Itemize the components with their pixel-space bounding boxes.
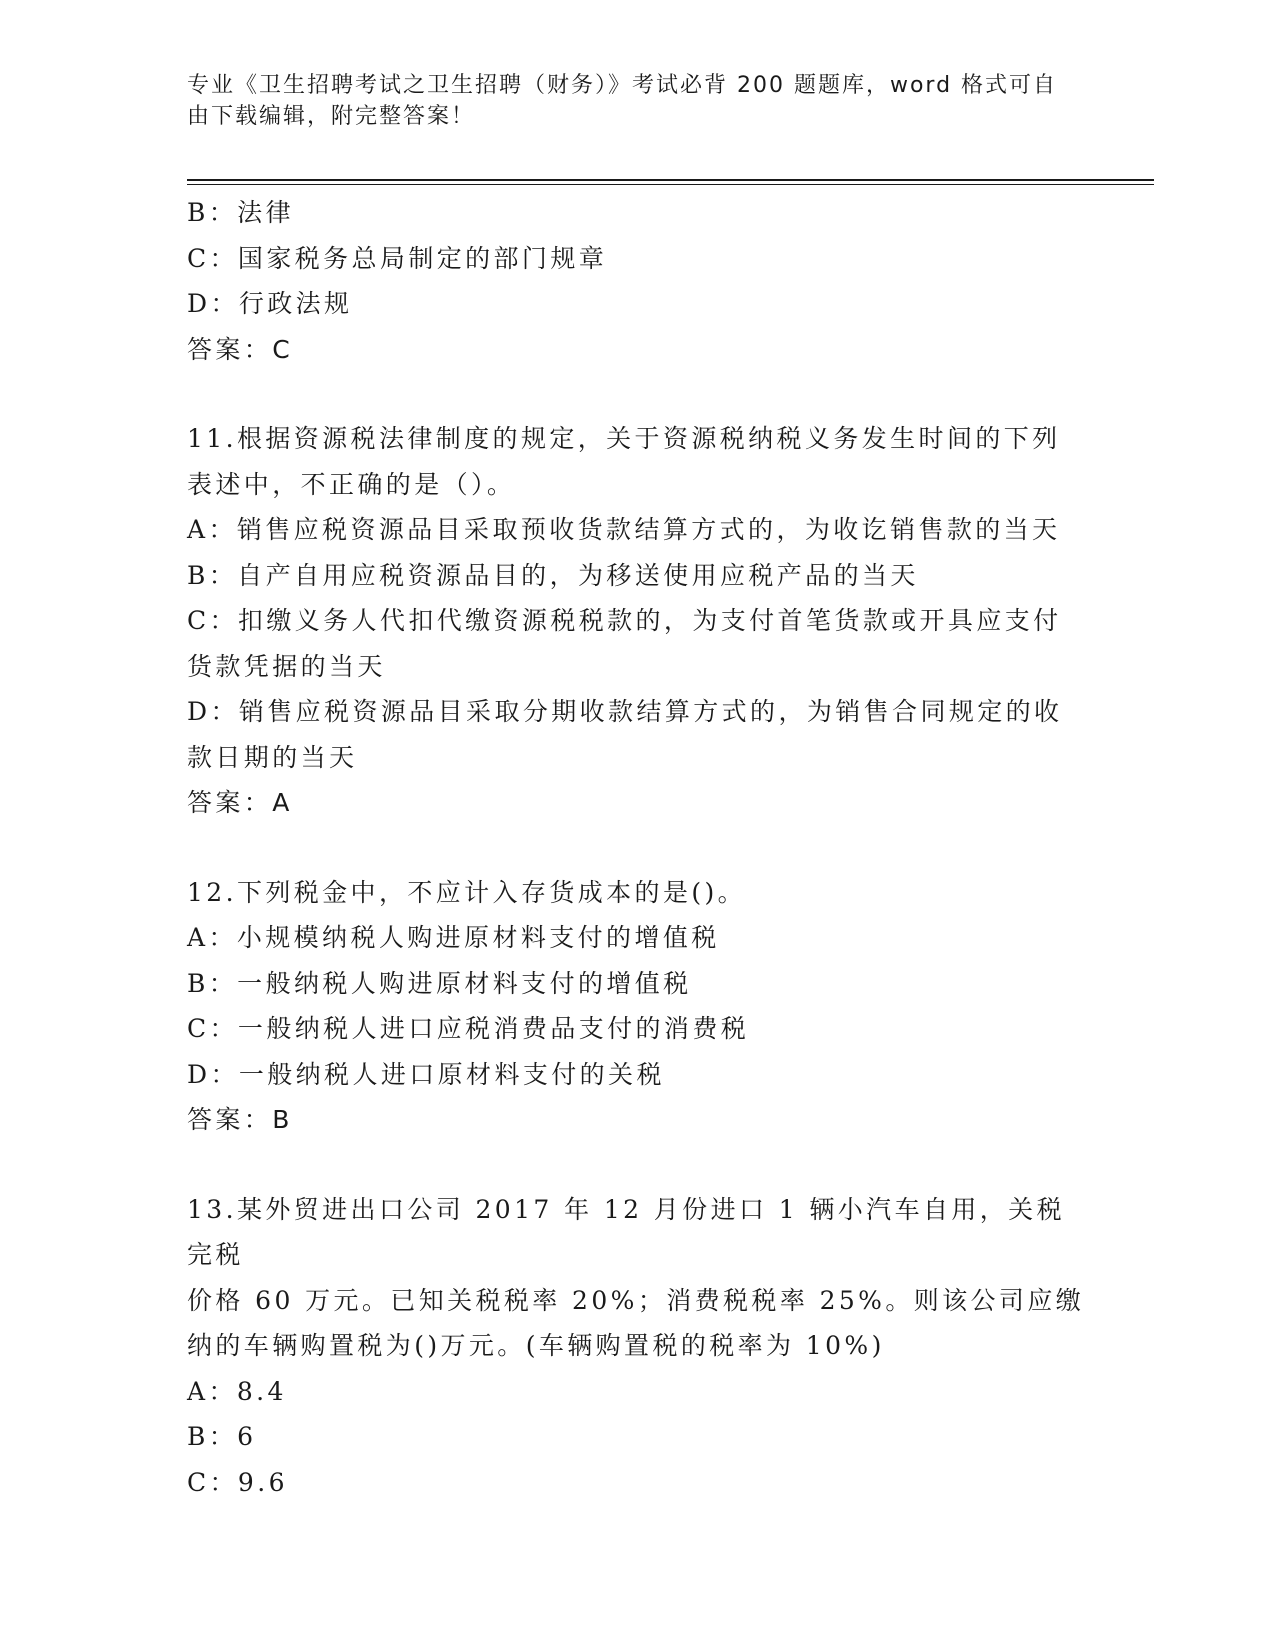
option-d: D：行政法规	[187, 289, 353, 318]
option-c-continued: 货款凭据的当天	[187, 651, 386, 681]
question-12	[187, 870, 1087, 1143]
option-d-continued: 款日期的当天	[187, 742, 358, 772]
question-11	[187, 416, 1087, 826]
question-stem: 11.根据资源税法律制度的规定，关于资源税纳税义务发生时间的下列	[187, 424, 1061, 453]
option-c: C：一般纳税人进口应税消费品支付的消费税	[187, 1014, 750, 1043]
answer-line: 答案：C	[187, 334, 294, 364]
header-title-line-1: 专业《卫生招聘考试之卫生招聘（财务）》考试必背 200 题题库，word 格式可自	[187, 73, 1058, 98]
question-stem: 13.某外贸进出口公司 2017 年 12 月份进口 1 辆小汽车自用，关税完税	[187, 1194, 1065, 1269]
header-title-line-2: 由下载编辑，附完整答案！	[187, 104, 476, 129]
prev-question-block	[187, 190, 1087, 372]
option-b: B：自产自用应税资源品目的，为移送使用应税产品的当天	[187, 560, 919, 590]
option-b: B：一般纳税人购进原材料支付的增值税	[187, 968, 692, 998]
page-header	[187, 70, 1067, 132]
spacer	[187, 1143, 1087, 1187]
question-stem: 价格 60 万元。已知关税税率 20%；消费税税率 25%。则该公司应缴	[187, 1285, 1085, 1315]
spacer	[187, 372, 1087, 416]
header-rule-thick	[187, 179, 1154, 181]
spacer	[187, 826, 1087, 870]
question-stem: 12.下列税金中，不应计入存货成本的是()。	[187, 877, 747, 907]
header-rule-thin	[187, 184, 1154, 185]
question-13	[187, 1187, 1087, 1506]
option-a: A：小规模纳税人购进原材料支付的增值税	[187, 923, 720, 952]
option-d: D：销售应税资源品目采取分期收款结算方式的，为销售合同规定的收	[187, 697, 1063, 726]
document-body	[187, 190, 1087, 1505]
question-stem: 纳的车辆购置税为()万元。(车辆购置税的税率为 10%)	[187, 1331, 885, 1360]
option-a: A：8.4	[187, 1376, 287, 1406]
option-c: C：9.6	[187, 1467, 288, 1497]
option-b: B：6	[187, 1422, 257, 1451]
option-a: A：销售应税资源品目采取预收货款结算方式的，为收讫销售款的当天	[187, 515, 1061, 544]
option-c: C：国家税务总局制定的部门规章	[187, 243, 608, 273]
option-d: D：一般纳税人进口原材料支付的关税	[187, 1059, 665, 1089]
option-c: C：扣缴义务人代扣代缴资源税税款的，为支付首笔货款或开具应支付	[187, 606, 1062, 635]
question-stem: 表述中，不正确的是（）。	[187, 469, 516, 499]
option-b: B：法律	[187, 198, 294, 227]
answer-line: 答案：B	[187, 1105, 293, 1134]
answer-line: 答案：A	[187, 788, 293, 817]
